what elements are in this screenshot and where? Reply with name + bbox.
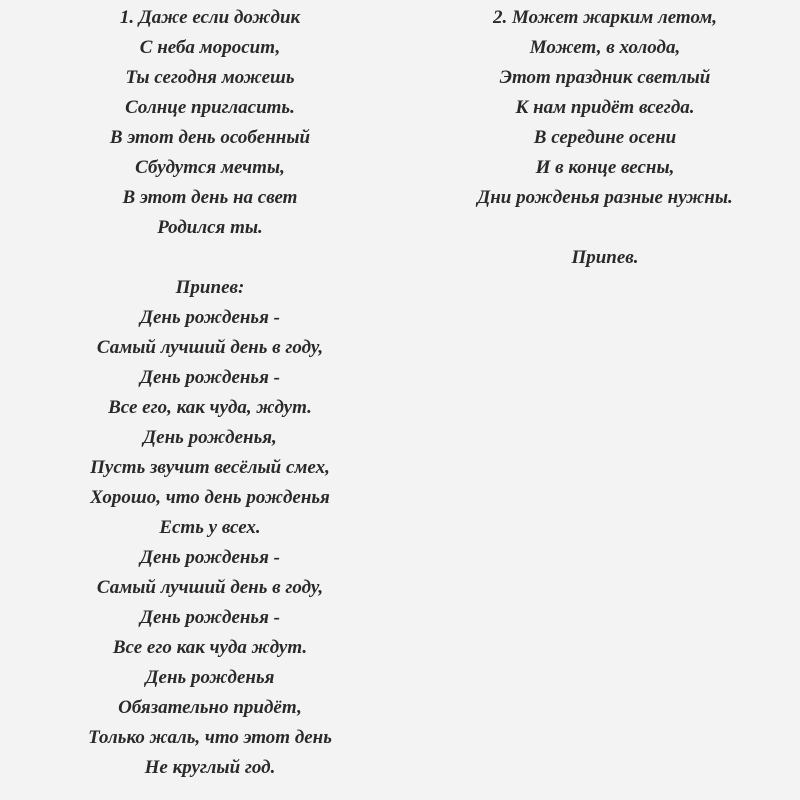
verse-1-line: В этот день на свет <box>122 187 298 208</box>
chorus-line: Есть у всех. <box>159 517 261 538</box>
chorus-line: День рожденья - <box>140 307 280 328</box>
stanza-spacer <box>20 243 400 273</box>
chorus-line: Обязательно придёт, <box>118 697 302 718</box>
verse-2-line: К нам придёт всегда. <box>515 97 695 118</box>
right-column <box>413 3 797 273</box>
chorus-line: Самый лучший день в году, <box>96 577 324 598</box>
chorus-line: День рожденья <box>145 667 275 688</box>
chorus-line: Все его как чуда ждут. <box>112 637 308 658</box>
verse-1-line: Солнце пригласить. <box>125 97 295 118</box>
chorus-line: Пусть звучит весёлый смех, <box>90 457 330 478</box>
verse-2-line: Этот праздник светлый <box>499 67 711 88</box>
chorus-line: Самый лучший день в году, <box>96 337 324 358</box>
verse-2-line: В середине осени <box>533 127 677 148</box>
verse-1-line: 1. Даже если дождик <box>119 7 301 28</box>
verse-1-line: Ты сегодня можешь <box>125 67 295 88</box>
chorus-line: Хорошо, что день рожденья <box>90 487 330 508</box>
verse-2-line: И в конце весны, <box>535 157 675 178</box>
verse-1-line: В этот день особенный <box>109 127 311 148</box>
chorus-line: День рожденья - <box>140 547 280 568</box>
verse-1-line: С неба моросит, <box>139 37 281 58</box>
verse-2-line: 2. Может жарким летом, <box>492 7 717 28</box>
left-column <box>20 3 400 783</box>
chorus-line: Не круглый год. <box>144 757 276 778</box>
chorus-line: День рожденья - <box>140 607 280 628</box>
chorus-line: День рожденья, <box>143 427 277 448</box>
chorus-line: Все его, как чуда, ждут. <box>108 397 312 418</box>
chorus-heading: Припев: <box>175 277 245 298</box>
verse-2-line: Дни рожденья разные нужны. <box>477 187 733 208</box>
verse-1 <box>20 3 400 243</box>
chorus-line: Только жаль, что этот день <box>88 727 332 748</box>
verse-2 <box>413 3 797 213</box>
chorus-reference: Припев. <box>571 247 639 268</box>
verse-1-line: Сбудутся мечты, <box>135 157 285 178</box>
chorus <box>20 273 400 783</box>
stanza-spacer <box>413 213 797 243</box>
verse-2-line: Может, в холода, <box>529 37 681 58</box>
chorus-line: День рожденья - <box>140 367 280 388</box>
verse-1-line: Родился ты. <box>157 217 263 238</box>
